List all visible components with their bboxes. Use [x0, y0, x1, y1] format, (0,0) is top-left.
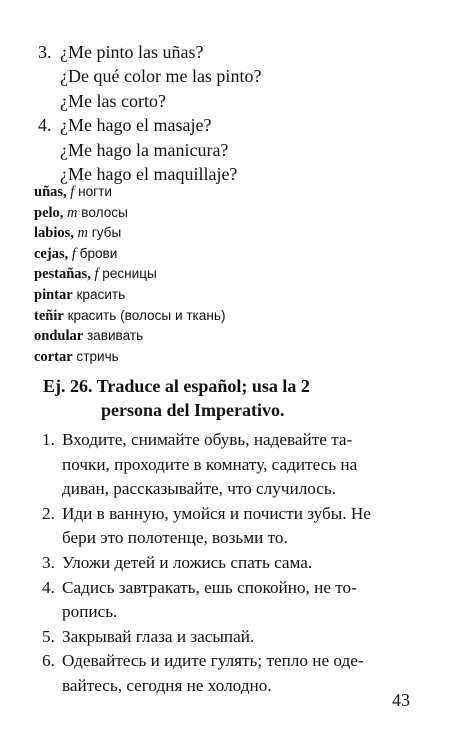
vocab-term: ondular	[34, 328, 84, 345]
exercise-heading-line: persona del Imperativo.	[101, 400, 285, 420]
exercise-line: Уложи детей и ложись спать сама.	[62, 552, 313, 572]
exercise-item	[42, 428, 446, 502]
vocab-separator: ,	[63, 184, 71, 200]
exercise-heading-line: Ej. 26. Traduce al español; usa la 2	[43, 376, 310, 396]
vocabulary-list	[34, 182, 444, 367]
vocab-gender: f	[94, 266, 99, 283]
question-line: ¿Me pinto las uñas?	[60, 42, 204, 62]
exercise-line: Иди в ванную, умойся и почисти зубы. Не	[62, 503, 371, 523]
exercise-line: почки, проходите в комнату, садитесь на	[62, 454, 358, 474]
question-line: ¿De qué color me las pinto?	[60, 66, 262, 87]
vocab-separator: ,	[70, 225, 78, 242]
vocab-term: cortar	[34, 348, 73, 365]
vocabulary-entry	[34, 285, 444, 306]
vocab-translation: завивать	[83, 328, 144, 344]
exercise-number: 3.	[42, 552, 55, 572]
question-list	[38, 40, 438, 186]
vocab-translation: красить	[72, 286, 126, 302]
exercise-item	[42, 649, 446, 698]
vocab-translation: губы	[88, 225, 122, 241]
exercise-item	[42, 625, 446, 650]
vocab-gender: f	[71, 245, 76, 262]
vocab-term: pelo	[34, 204, 60, 221]
exercise-item	[42, 502, 446, 551]
question-line: ¿Me hago el masaje?	[60, 115, 212, 136]
exercise-item	[42, 551, 446, 576]
vocab-term: pintar	[34, 286, 73, 303]
exercise-heading	[43, 374, 443, 422]
vocab-translation: брови	[75, 245, 118, 261]
vocab-separator: ,	[87, 266, 95, 283]
exercise-number: 4.	[42, 577, 55, 597]
exercise-number: 6.	[42, 651, 55, 671]
vocab-translation: стричь	[72, 348, 119, 364]
vocabulary-entry	[34, 326, 444, 347]
vocab-separator: ,	[59, 204, 68, 221]
exercise-number: 2.	[42, 503, 55, 523]
vocab-gender: m	[67, 204, 78, 221]
vocab-translation: ресницы	[98, 266, 157, 282]
vocabulary-entry	[34, 264, 444, 285]
exercise-item	[42, 576, 446, 625]
vocabulary-entry	[34, 306, 444, 327]
exercise-number: 1.	[42, 430, 55, 449]
vocab-term: labios	[34, 225, 71, 242]
vocab-gender: m	[77, 225, 88, 242]
vocab-translation: волосы	[77, 204, 128, 220]
vocabulary-entry	[34, 203, 444, 224]
vocabulary-entry	[34, 244, 444, 265]
exercise-line: вайтесь, сегодня не холодно.	[62, 675, 272, 695]
vocab-translation: красить (волосы и ткань)	[63, 307, 226, 323]
exercise-line: Одевайтесь и идите гулять; тепло не оде-	[62, 651, 364, 671]
question-number: 4.	[38, 115, 52, 136]
vocab-translation: ногти	[74, 184, 112, 199]
exercise-line: диван, рассказывайте, что случилось.	[62, 479, 337, 499]
vocabulary-entry	[34, 223, 444, 244]
question-line: ¿Me las corto?	[60, 90, 166, 111]
page-number: 43	[392, 690, 410, 710]
question-line: ¿Me hago el maquillaje?	[60, 164, 238, 185]
vocab-term: pestañas	[34, 266, 88, 283]
exercise-list	[42, 428, 446, 699]
vocab-term: uñas	[34, 184, 64, 200]
vocab-gender: f	[70, 184, 75, 200]
question-item	[38, 113, 438, 186]
vocabulary-entry	[34, 182, 444, 203]
exercise-line: Садись завтракать, ешь спокойно, не то-	[62, 577, 357, 597]
vocabulary-entry	[34, 347, 444, 368]
exercise-line: ропись.	[62, 602, 118, 622]
exercise-number: 5.	[42, 626, 55, 646]
question-item	[38, 40, 438, 113]
exercise-line: Закрывай глаза и засыпай.	[62, 626, 255, 646]
question-number: 3.	[38, 42, 52, 62]
vocab-term: teñir	[34, 307, 64, 324]
vocab-term: cejas	[34, 245, 65, 262]
vocab-separator: ,	[64, 245, 72, 262]
question-line: ¿Me hago la manicura?	[60, 139, 229, 160]
exercise-line: Входите, снимайте обувь, надевайте та-	[62, 430, 353, 449]
exercise-line: бери это полотенце, возьми то.	[62, 528, 288, 548]
